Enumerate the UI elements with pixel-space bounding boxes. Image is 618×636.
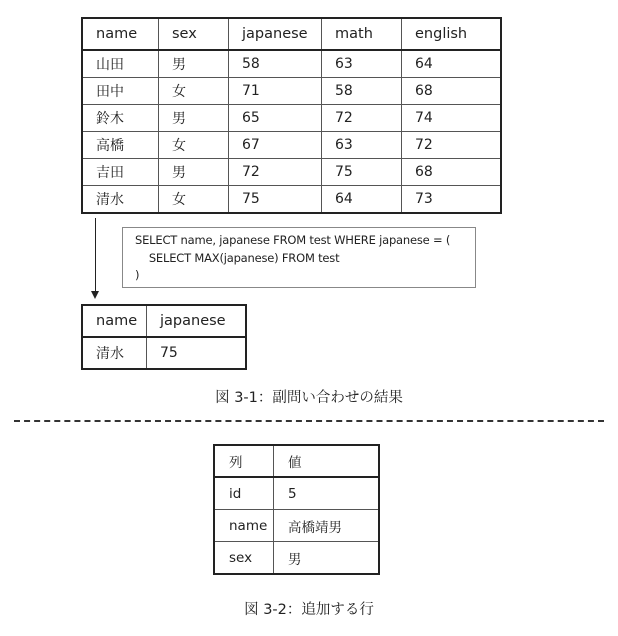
table-row xyxy=(82,50,501,78)
arrow-line xyxy=(95,218,96,293)
cell-name: 田中 xyxy=(82,78,159,105)
table-row xyxy=(214,542,379,575)
column-header-japanese: japanese xyxy=(147,305,247,337)
cell-math: 63 xyxy=(322,132,402,159)
arrow-down-icon xyxy=(91,291,99,299)
table-row xyxy=(214,510,379,542)
cell-japanese: 75 xyxy=(160,345,178,361)
cell-name: 高橋 xyxy=(82,132,159,159)
cell-sex: 女 xyxy=(159,78,229,105)
cell-sex: 女 xyxy=(159,132,229,159)
table-header-row xyxy=(82,305,246,337)
table-header-row xyxy=(214,445,379,477)
scores-table xyxy=(81,17,502,214)
cell-value: 5 xyxy=(274,477,380,510)
table-row xyxy=(82,159,501,186)
cell-name: 山田 xyxy=(82,50,159,78)
cell-name: 清水 xyxy=(82,186,159,214)
cell-japanese: 75 xyxy=(229,186,322,214)
cell-english: 74 xyxy=(402,105,502,132)
cell-sex: 女 xyxy=(159,186,229,214)
dashed-divider xyxy=(14,420,604,422)
cell-japanese: 65 xyxy=(229,105,322,132)
cell-name: 鈴木 xyxy=(82,105,159,132)
cell-sex: 男 xyxy=(159,50,229,78)
cell-value: 高橋靖男 xyxy=(274,510,380,542)
table-header-row xyxy=(82,18,501,50)
cell-math: 72 xyxy=(322,105,402,132)
column-header-name: name xyxy=(82,18,159,50)
result-table xyxy=(81,304,247,370)
column-header-value: 値 xyxy=(274,445,380,477)
figure-caption: 図 3-1：副問い合わせの結果 xyxy=(215,390,403,406)
sql-line: SELECT name, japanese FROM test WHERE japanese = ( xyxy=(135,233,451,247)
column-header-name: name xyxy=(82,305,147,337)
cell-math: 75 xyxy=(322,159,402,186)
table-row xyxy=(82,78,501,105)
column-header-math: math xyxy=(322,18,402,50)
cell-math: 63 xyxy=(322,50,402,78)
sql-line: ) xyxy=(135,268,140,282)
table-row xyxy=(214,477,379,510)
sql-query-box xyxy=(122,227,476,288)
cell-sex: 男 xyxy=(159,159,229,186)
cell-english: 68 xyxy=(402,78,502,105)
cell-column: sex xyxy=(214,542,274,575)
column-header-column: 列 xyxy=(214,445,274,477)
cell-english: 64 xyxy=(402,50,502,78)
cell-sex: 男 xyxy=(159,105,229,132)
table-row xyxy=(82,105,501,132)
cell-japanese: 67 xyxy=(229,132,322,159)
table-row xyxy=(82,337,246,369)
cell-column: name xyxy=(214,510,274,542)
cell-column: id xyxy=(214,477,274,510)
cell-japanese: 58 xyxy=(229,50,322,78)
cell-value: 男 xyxy=(288,551,302,568)
cell-math: 58 xyxy=(322,78,402,105)
table-row xyxy=(82,186,501,214)
column-header-sex: sex xyxy=(159,18,229,50)
cell-english: 73 xyxy=(415,191,433,207)
cell-japanese: 71 xyxy=(229,78,322,105)
cell-name: 吉田 xyxy=(82,159,159,186)
cell-japanese: 72 xyxy=(229,159,322,186)
cell-english: 68 xyxy=(402,159,502,186)
cell-math: 64 xyxy=(322,186,402,214)
figure-caption: 図 3-2：追加する行 xyxy=(244,602,374,618)
cell-name: 清水 xyxy=(82,337,147,369)
cell-english: 72 xyxy=(402,132,502,159)
table-row xyxy=(82,132,501,159)
sql-line: SELECT MAX(japanese) FROM test xyxy=(135,250,340,265)
column-header-japanese: japanese xyxy=(229,18,322,50)
insert-row-table xyxy=(213,444,380,575)
column-header-english: english xyxy=(402,18,502,50)
